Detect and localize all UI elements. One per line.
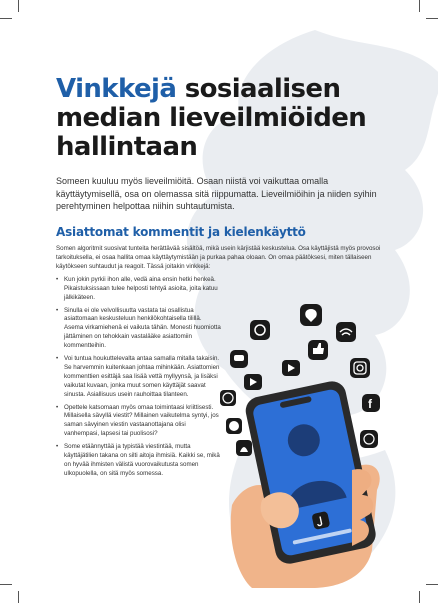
- instagram-icon: [350, 358, 370, 378]
- dribbble-icon: [360, 430, 378, 448]
- crop-mark: [419, 0, 420, 12]
- intro-paragraph: Someen kuuluu myös lieveilmiöitä. Osaan niistä voi vaikuttaa omalla käyttäytymisellä, osa on olemassa sitä riippumatta. Lieveilmiöihin ja niiden syihin perehtyminen helpottaa niihin suhtautumista.: [56, 176, 377, 212]
- thumbs-up-icon: [308, 340, 328, 360]
- section-paragraph: Somen algoritmit suosivat tunteita herättävää sisältöä, mikä usein kärjistää keskustelua. Osa käyttäjistä myös provosoi tarkoituksella, ei osaa hallita omaa käyttäytymistään ja purkaa pahaa oloaan. On omaa päätöksesi, miten tällaiseen käytökseen suhtaudut ja reagoit. Tässä joitakin vinkkejä:: [56, 244, 381, 270]
- phone-illustration: [212, 290, 387, 590]
- youtube-icon: [244, 374, 262, 390]
- wifi-icon: [336, 322, 356, 342]
- list-item: • Sinulla ei ole velvollisuutta vastata tai osallistua asiattomaan keskusteluun henkilökohtaisella tilillä. Asema virkamiehenä ei vaikuta tähän. Monesti huomiotta jättäminen on tehokkain vastalääke asiattomiin kommentteihin.: [56, 307, 222, 352]
- svg-text:f: f: [368, 397, 372, 411]
- location-pin-icon: [300, 304, 322, 326]
- facebook-icon: [362, 394, 380, 412]
- title-accent: Vinkkejä: [56, 74, 177, 104]
- crop-mark: [426, 584, 438, 585]
- crop-mark: [0, 18, 12, 19]
- snapchat-icon: [236, 440, 252, 456]
- title-rest: sosiaalisen median lieveilmiöiden hallintaan: [56, 74, 367, 162]
- camera-icon: [250, 320, 270, 340]
- crop-mark: [419, 591, 420, 603]
- chat-icon: [230, 350, 248, 368]
- crop-mark: [18, 591, 19, 603]
- list-item: • Some etäännyttää ja typistää viestintää, mutta käyttäjätilien takana on silti aitoja ihmisiä. Kaikki se, mikä on hyvää ihmisten välistä vuorovaikutusta somen ulkopuolella, on sitä myös somessa.: [56, 443, 222, 479]
- page-title: [56, 75, 386, 162]
- crop-mark: [426, 18, 438, 19]
- pinterest-icon: [226, 418, 242, 434]
- crop-mark: [0, 584, 12, 585]
- crop-mark: [18, 0, 19, 12]
- tips-list: [56, 276, 222, 479]
- smiley-icon: [220, 390, 236, 406]
- video-icon: [282, 360, 300, 376]
- list-item: • Opettele katsomaan myös omaa toimintaasi kriittisesti. Millaisella sävyllä viestit? Millainen vaikutelma syntyi, jos saman sävyinen viestin vastaanottajana olisi vanhempasi, lapsesi tai puolisosi?: [56, 404, 222, 440]
- list-item: • Voi tuntua houkuttelevalta antaa samalla mitalla takaisin. Se harvemmin kuitenkaan johtaa mihinkään. Asiattomien kommenttien esittäjä saa lisää vettä myllyynsä, ja lisäksi vaikutat kuvaan, jonka muut somen käyttäjät saavat sinusta. Asiallisuus usein rauhoittaa tilanteen.: [56, 355, 222, 400]
- section-heading: Asiattomat kommentit ja kielenkäyttö: [56, 224, 306, 239]
- list-item: • Kun jokin pyrkii ihon alle, vedä aina ensin hetki henkeä. Pikaistuksissaan tulee helposti tehtyä asioita, joita katuu jälkikäteen.: [56, 276, 236, 303]
